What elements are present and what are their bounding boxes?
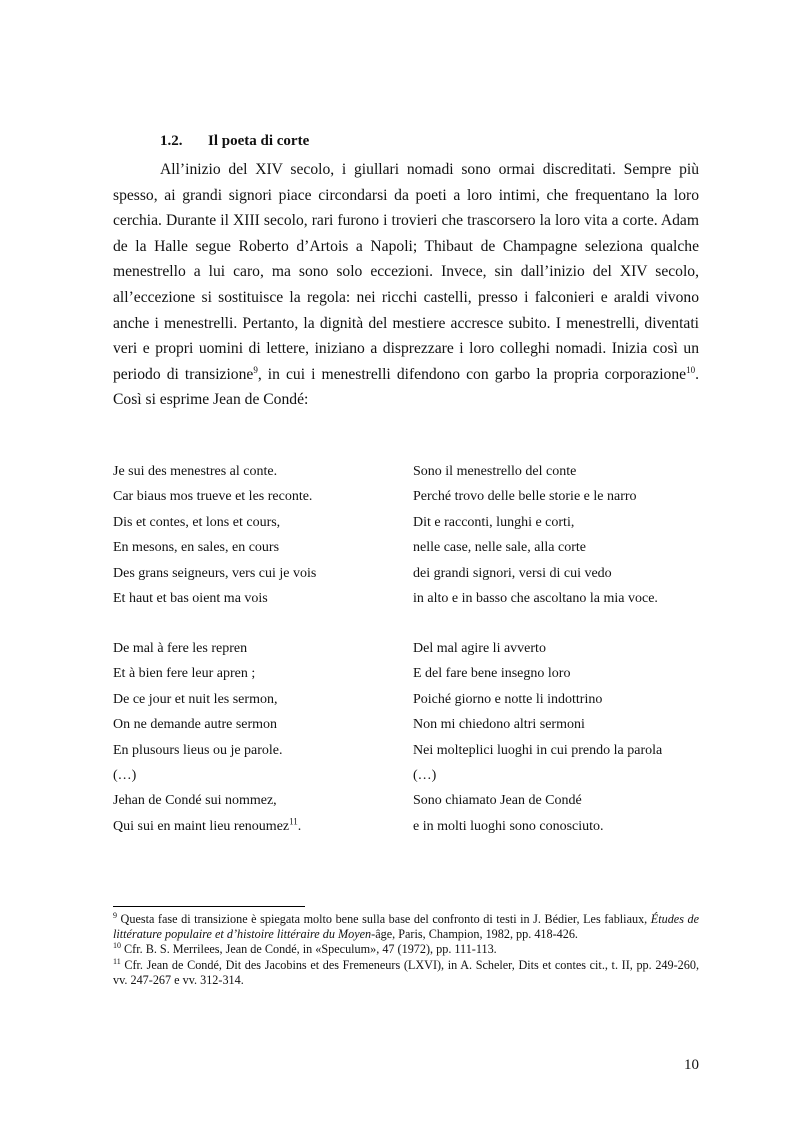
poem-stanza-1 bbox=[113, 459, 713, 611]
poem-line bbox=[113, 459, 713, 484]
poem-last-line-end: . bbox=[297, 818, 302, 834]
footnote-separator bbox=[113, 906, 305, 907]
footnote-9 bbox=[113, 912, 699, 942]
footnotes bbox=[113, 912, 699, 988]
poem-line bbox=[113, 636, 713, 661]
footnote-ref-9[interactable]: 9 bbox=[253, 364, 258, 375]
footnote-number: 11 bbox=[113, 956, 121, 966]
poem-original-line: Je sui des menestres al conte. bbox=[113, 464, 278, 479]
footnote-11 bbox=[113, 958, 699, 988]
poem-original-line: Et haut et bas oient ma vois bbox=[113, 590, 268, 606]
poem-line bbox=[113, 484, 713, 509]
poem-original-line: Jehan de Condé sui nommez, bbox=[113, 793, 277, 809]
footnote-text: Cfr. B. S. Merrilees, Jean de Condé, in «Speculum», 47 (1972), pp. 111-113. bbox=[121, 942, 497, 957]
paragraph-text bbox=[113, 157, 699, 413]
poem-stanza-2 bbox=[113, 636, 713, 839]
poem-original-line: Et à bien fere leur apren ; bbox=[113, 666, 256, 682]
poem-translation-line: Perché trovo delle belle storie e le narro bbox=[413, 489, 637, 505]
footnote-10 bbox=[113, 942, 699, 957]
poem-line bbox=[113, 687, 713, 712]
poem-translation-line: Sono il menestrello del conte bbox=[413, 464, 577, 479]
footnote-ref-11[interactable]: 11 bbox=[289, 816, 298, 827]
poem-original-line: De mal à fere les repren bbox=[113, 641, 248, 656]
footnote-text: Questa fase di transizione è spiegata molto bene sulla base del confronto di testi in J. Bédier, Les fabliaux, bbox=[117, 912, 651, 926]
poem-line bbox=[113, 738, 713, 763]
section-title: Il poeta di corte bbox=[208, 133, 310, 149]
poem-translation-line: Sono chiamato Jean de Condé bbox=[413, 793, 582, 809]
poem-line bbox=[113, 586, 713, 611]
footnote-text: Cfr. Jean de Condé, Dit des Jacobins et des Fremeneurs (LXVI), in A. Scheler, Dits et contes cit., t. II, pp. 249-260, vv. 247-267 e vv. 312-314. bbox=[113, 957, 699, 987]
poem-translation-line: Non mi chiedono altri sermoni bbox=[413, 717, 585, 733]
poem-original-line: En mesons, en sales, en cours bbox=[113, 540, 280, 556]
poem-line bbox=[113, 510, 713, 535]
poem-translation-line: dei grandi signori, versi di cui vedo bbox=[413, 565, 612, 581]
poem-translation-line: Nei molteplici luoghi in cui prendo la parola bbox=[413, 742, 663, 758]
poem-original-line: De ce jour et nuit les sermon, bbox=[113, 691, 278, 707]
poem-translation-line: e in molti luoghi sono conosciuto. bbox=[413, 818, 604, 834]
poem-original-line: Des grans seigneurs, vers cui je vois bbox=[113, 565, 317, 581]
poem-original-line: On ne demande autre sermon bbox=[113, 717, 278, 733]
page-number: 10 bbox=[684, 1057, 699, 1073]
body-paragraph bbox=[113, 157, 699, 413]
poem-translation-line: Poiché giorno e notte li indottrino bbox=[413, 691, 603, 707]
poem-line bbox=[113, 661, 713, 686]
footnote-number: 9 bbox=[113, 910, 117, 920]
poem-original-line: Car biaus mos trueve et les reconte. bbox=[113, 489, 313, 505]
paragraph-text-part-3: . Così si esprime Jean de Condé: bbox=[113, 365, 699, 409]
poem-line bbox=[113, 814, 713, 839]
poem-line bbox=[113, 535, 713, 560]
section-heading bbox=[160, 133, 309, 150]
section-number: 1.2. bbox=[160, 133, 183, 149]
paragraph-text-part-1: All’inizio del XIV secolo, i giullari nomadi sono ormai discreditati. Sempre più spesso, ai grandi signori piace circondarsi da poeti a loro intimi, che frequentano la loro cerchia. Durante il XIII secolo, rari furono i trovieri che trascorsero la loro vita a corte. Adam de la Halle segue Roberto d’Artois a Napoli; Thibaut de Champagne seleziona qualche menestrello a lui caro, ma sono solo eccezioni. Invece, sin dall’inizio del XIV secolo, all’eccezione si sostituisce la regola: nei ricchi castelli, presso i falconieri e araldi vivono anche i menestrelli. Pertanto, la dignità del mestiere accresce subito. I menestrelli, diventati veri e propri uomini di lettere, iniziano a disprezzare i loro colleghi nomadi. Inizia così un periodo di transizione bbox=[113, 161, 699, 383]
footnote-number: 10 bbox=[113, 941, 121, 951]
poem-line bbox=[113, 712, 713, 737]
poem-last-line-text: Qui sui en maint lieu renoumez bbox=[113, 818, 290, 834]
poem-original-line: (…) bbox=[113, 767, 137, 783]
footnote-ref-10[interactable]: 10 bbox=[686, 364, 696, 375]
poem-line bbox=[113, 763, 713, 788]
poem-original-line: Dis et contes, et lons et cours, bbox=[113, 514, 281, 530]
poem-translation-line: in alto e in basso che ascoltano la mia voce. bbox=[413, 590, 658, 606]
poem-original-line: En plusours lieus ou je parole. bbox=[113, 742, 283, 758]
poem-translation-line: (…) bbox=[413, 767, 437, 783]
poem-line bbox=[113, 788, 713, 813]
footnote-text: -âge, Paris, Champion, 1982, pp. 418-426. bbox=[371, 927, 578, 942]
poem-translation-line: E del fare bene insegno loro bbox=[413, 666, 571, 682]
poem-original-line bbox=[113, 814, 301, 839]
poem-line bbox=[113, 561, 713, 586]
poem-translation-line: nelle case, nelle sale, alla corte bbox=[413, 540, 586, 556]
footnote-italic-title: Études de littérature populaire et d’histoire littéraire du Moyen bbox=[113, 912, 699, 942]
poem-translation-line: Dit e racconti, lunghi e corti, bbox=[413, 514, 575, 530]
paragraph-text-part-2: , in cui i menestrelli difendono con garbo la propria corporazione bbox=[257, 365, 687, 383]
poem-translation-line: Del mal agire li avverto bbox=[413, 641, 546, 656]
